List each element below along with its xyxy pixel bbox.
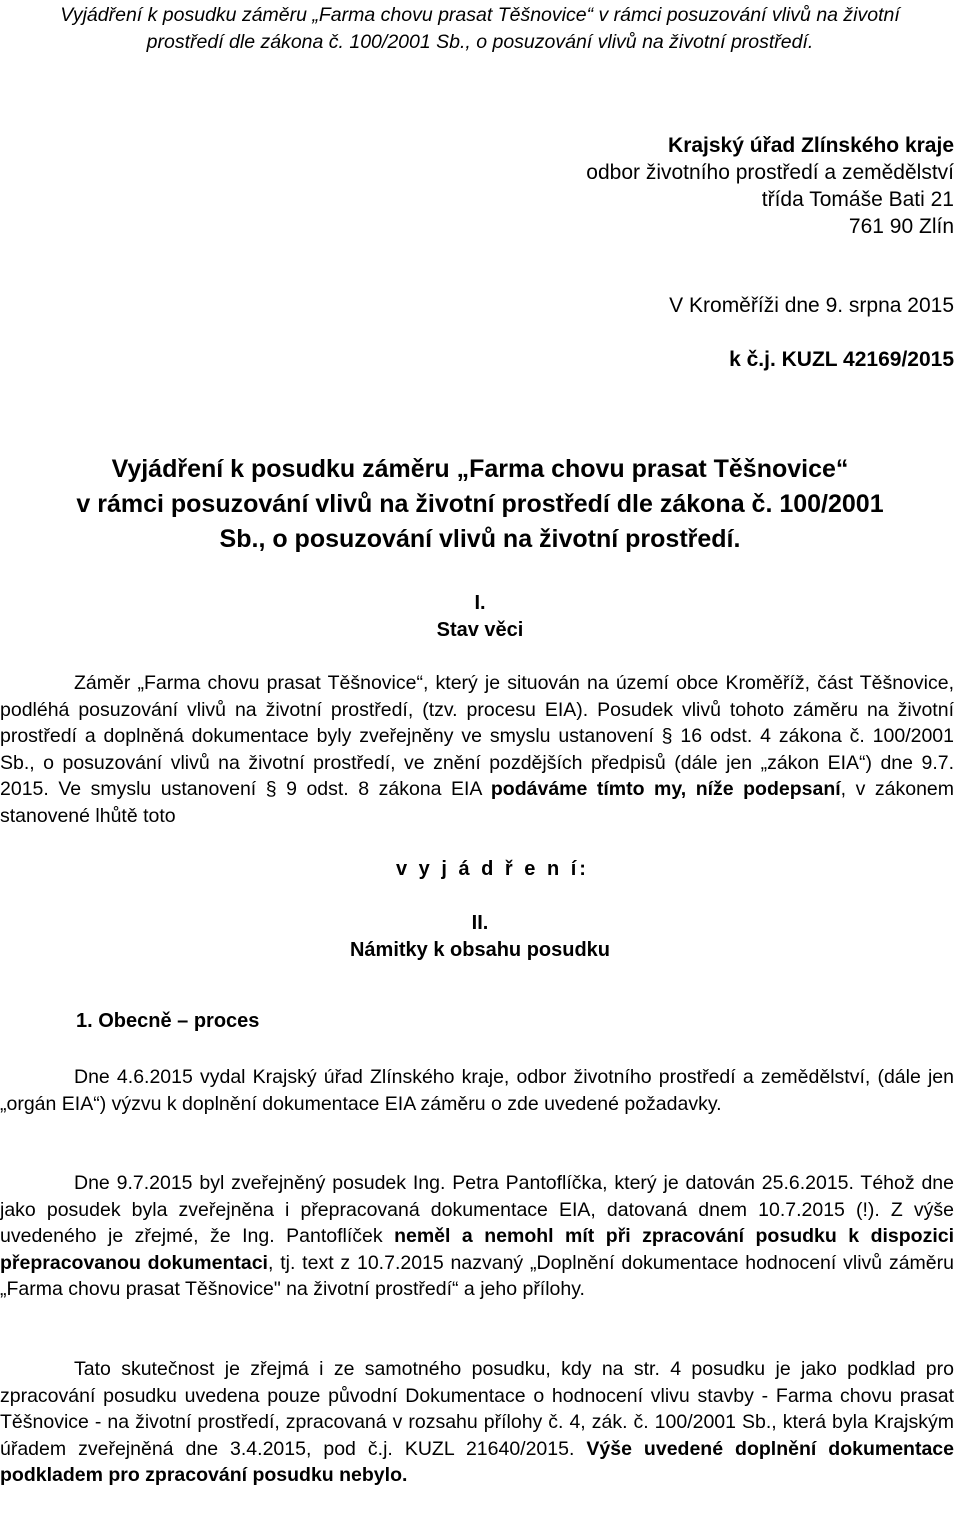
address-city: 761 90 Zlín — [848, 215, 954, 238]
paragraph-fact — [0, 1356, 954, 1489]
document-title — [0, 452, 960, 557]
document-header — [0, 2, 960, 56]
section-1-title: Stav věci — [436, 619, 524, 641]
place-date: V Kroměříži dne 9. srpna 2015 — [669, 294, 954, 317]
title-line-1: Vyjádření k posudku záměru „Farma chovu prasat Těšnovice“ — [111, 455, 849, 483]
section-1-number: I. — [474, 592, 486, 614]
paragraph-text: Dne 9.7.2015 byl zveřejněný posudek Ing. Petra Pantoflíčka, který je datován 25.6.2015. Téhož dne jako posudek byla zveřejněna i přepracovaná dokumentace EIA, datovaná dnem 10.7.2015 (!). Z výše uvedeného je zřejmé, že Ing. Pantoflíček — [0, 1172, 954, 1247]
section-2-number: II. — [471, 912, 489, 934]
title-line-2: v rámci posuzování vlivů na životní prostředí dle zákona č. 100/2001 — [76, 490, 884, 518]
title-line-3: Sb., o posuzování vlivů na životní prostředí. — [219, 525, 741, 553]
paragraph-publication — [0, 1170, 954, 1303]
address-office: Krajský úřad Zlínského kraje — [668, 134, 954, 157]
section-1-heading — [0, 590, 960, 644]
address-street: třída Tomáše Bati 21 — [761, 188, 954, 211]
header-line-1: Vyjádření k posudku záměru „Farma chovu prasat Těšnovice“ v rámci posuzování vlivů na životní — [60, 4, 900, 26]
paragraph-state — [0, 670, 954, 829]
section-2-title: Námitky k obsahu posudku — [349, 939, 611, 961]
paragraph-bold-text: Výše uvedené doplnění dokumentace podkladem pro zpracování posudku nebylo. — [0, 1437, 954, 1486]
address-department: odbor životního prostředí a zemědělství — [586, 161, 954, 184]
paragraph-text: Záměr „Farma chovu prasat Těšnovice“, který je situován na území obce Kroměříž, část Těšnovice, podléhá posuzování vlivů na životní prostředí, (tzv. procesu EIA). Posudek vlivů tohoto záměru na životní prostředí a doplněná dokumentace byly zveřejněny ve smyslu ustanovení § 16 odst. 4 zákona č. 100/2001 Sb., o posuzování vlivů na životní prostředí, ve znění pozdějších předpisů (dále jen „zákon EIA“) dne 9.7. 2015. Ve smyslu ustanovení § 9 odst. 8 zákona EIA — [0, 672, 954, 800]
section-2-heading — [0, 910, 960, 964]
paragraph-bold-text: podáváme tímto my, níže podepsaní — [490, 778, 841, 800]
reference-number: k č.j. KUZL 42169/2015 — [729, 348, 954, 371]
subheading-general-process: 1. Obecně – proces — [76, 1010, 260, 1032]
paragraph-bold-text: neměl a nemohl mít při zpracování posudku k dispozici přepracovanou dokumentaci — [0, 1225, 954, 1274]
paragraph-text: , v zákonem stanovené lhůtě toto — [0, 778, 954, 827]
paragraph-text: , tj. text z 10.7.2015 nazvaný „Doplnění dokumentace hodnocení vlivů záměru „Farma chovu prasat Těšnovice" na životní prostředí“ a jeho přílohy. — [0, 1251, 954, 1300]
header-line-2: prostředí dle zákona č. 100/2001 Sb., o posuzování vlivů na životní prostředí. — [146, 31, 814, 53]
statement-heading: v y j á d ř e n í: — [396, 858, 589, 880]
recipient-address — [586, 132, 954, 240]
paragraph-text: Tato skutečnost je zřejmá i ze samotného posudku, kdy na str. 4 posudku je jako podklad pro zpracování posudku uvedena pouze původní Dokumentace o hodnocení vlivu stavby - Farma chovu prasat Těšnovice - na životní prostředí, zpracovaná v rozsahu přílohy č. 4, zák. č. 100/2001 Sb., která byla Krajským úřadem zveřejněná dne 3.4.2015, pod č.j. KUZL 21640/2015. — [0, 1358, 954, 1460]
paragraph-request: Dne 4.6.2015 vydal Krajský úřad Zlínského kraje, odbor životního prostředí a zemědělství, (dále jen „orgán EIA“) výzvu k doplnění dokumentace EIA záměru o zde uvedené požadavky. — [0, 1066, 954, 1115]
